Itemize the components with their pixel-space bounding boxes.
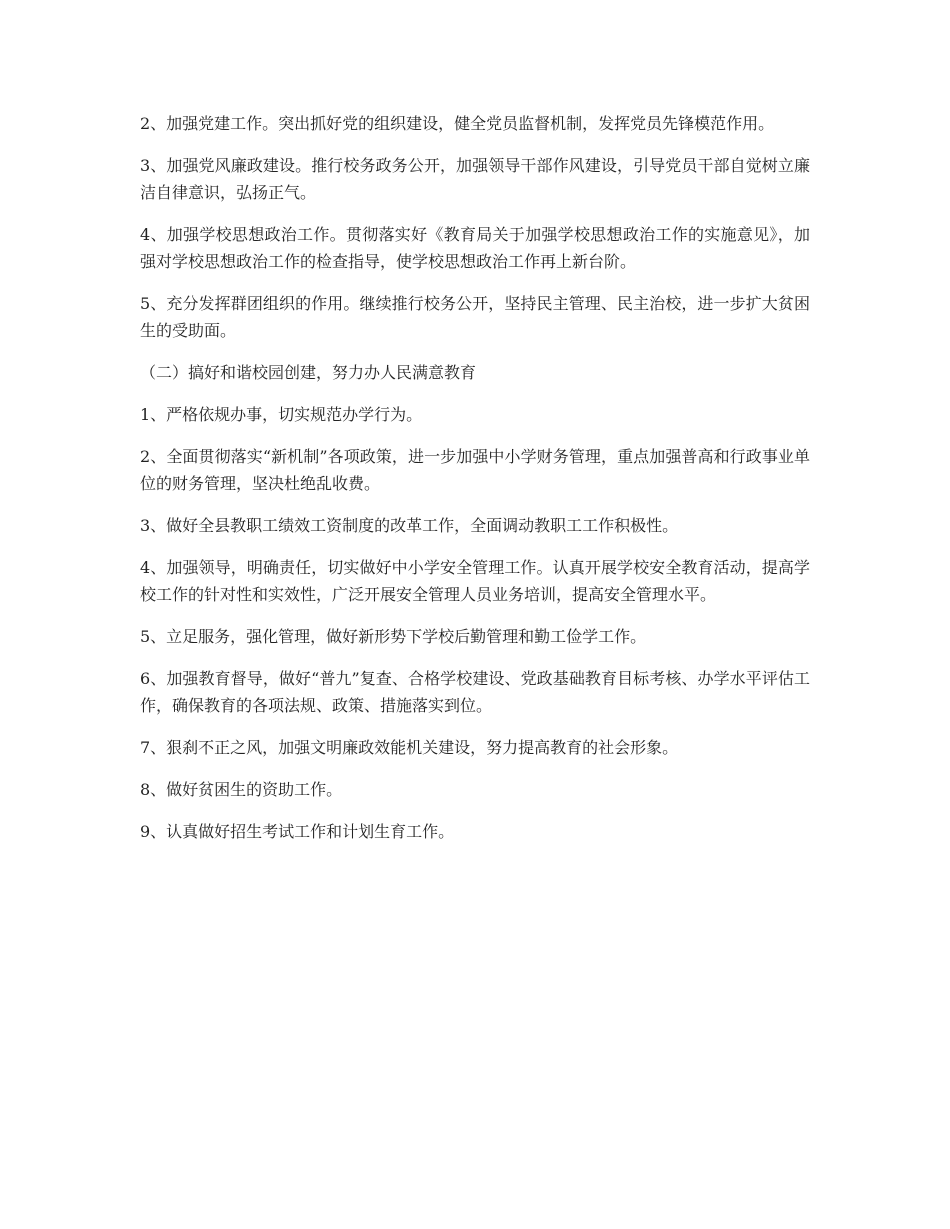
paragraph-conduct: 7、狠刹不正之风，加强文明廉政效能机关建设，努力提高教育的社会形象。 — [140, 738, 679, 757]
paragraph-party-building: 2、加强党建工作。突出抓好党的组织建设，健全党员监督机制，发挥党员先锋模范作用。 — [140, 114, 775, 133]
paragraph-enrollment: 9、认真做好招生考试工作和计划生育工作。 — [140, 822, 455, 841]
paragraph-salary-reform: 3、做好全县教职工绩效工资制度的改革工作，全面调动教职工工作积极性。 — [140, 516, 679, 535]
document-body — [140, 110, 810, 860]
paragraph-regulations: 1、严格依规办事，切实规范办学行为。 — [140, 405, 423, 424]
paragraph-ideology: 4、加强学校思想政治工作。贯彻落实好《教育局关于加强学校思想政治工作的实施意见》，加强对学校思想政治工作的检查指导，使学校思想政治工作再上新台阶。 — [140, 225, 810, 271]
paragraph-supervision: 6、加强教育督导，做好“普九”复查、合格学校建设、党政基础教育目标考核、办学水平评估工作，确保教育的各项法规、政策、措施落实到位。 — [140, 669, 810, 715]
paragraph-integrity: 3、加强党风廉政建设。推行校务政务公开，加强领导干部作风建设，引导党员干部自觉树立廉洁自律意识，弘扬正气。 — [140, 156, 810, 202]
paragraph-finance: 2、全面贯彻落实“新机制”各项政策，进一步加强中小学财务管理，重点加强普高和行政事业单位的财务管理，坚决杜绝乱收费。 — [140, 447, 810, 493]
paragraph-student-aid: 8、做好贫困生的资助工作。 — [140, 780, 343, 799]
paragraph-mass-organizations: 5、充分发挥群团组织的作用。继续推行校务公开，坚持民主管理、民主治校，进一步扩大贫困生的受助面。 — [140, 294, 810, 340]
paragraph-logistics: 5、立足服务，强化管理，做好新形势下学校后勤管理和勤工俭学工作。 — [140, 627, 647, 646]
section-heading: （二）搞好和谐校园创建，努力办人民满意教育 — [140, 363, 477, 382]
paragraph-safety: 4、加强领导，明确责任，切实做好中小学安全管理工作。认真开展学校安全教育活动，提高学校工作的针对性和实效性，广泛开展安全管理人员业务培训，提高安全管理水平。 — [140, 558, 810, 604]
